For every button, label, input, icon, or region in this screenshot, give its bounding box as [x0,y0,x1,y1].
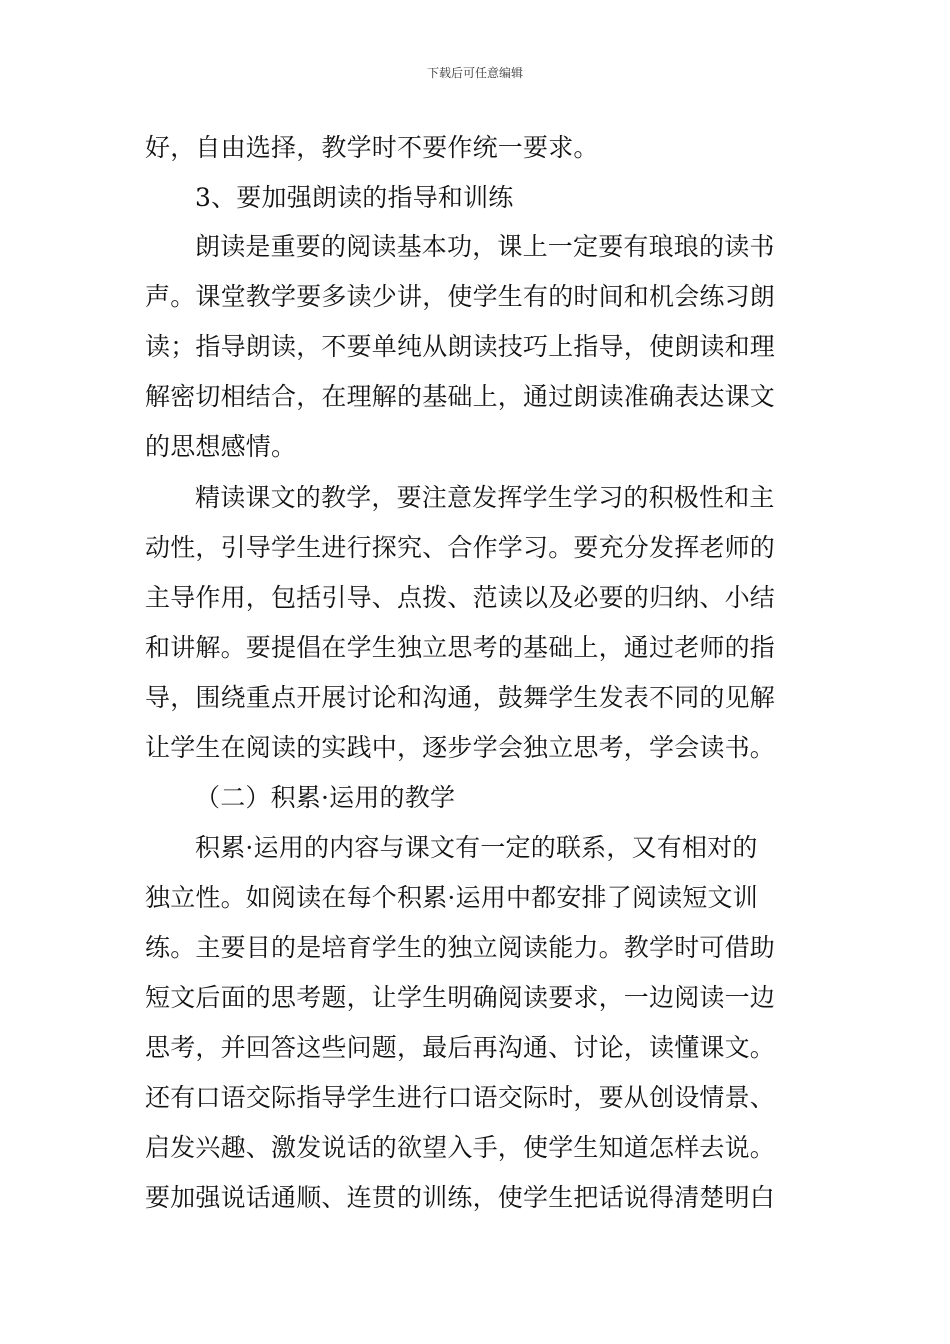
text-line-17: 练。主要目的是培育学生的独立阅读能力。教学时可借助 [145,933,776,962]
text-line-19: 思考，并回答这些问题，最后再沟通、讨论，读懂课文。 [145,1033,776,1062]
text-line-14: （二）积累·运用的教学 [195,783,456,812]
text-line-6: 解密切相结合，在理解的基础上，通过朗读准确表达课文 [145,382,776,411]
text-line-4: 声。课堂教学要多读少讲，使学生有的时间和机会练习朗 [145,282,776,311]
text-line-10: 主导作用，包括引导、点拨、范读以及必要的归纳、小结 [145,583,776,612]
text-line-2: 3、要加强朗读的指导和训练 [195,183,514,212]
text-line-13: 让学生在阅读的实践中，逐步学会独立思考，学会读书。 [145,733,776,762]
text-line-1: 好，自由选择，教学时不要作统一要求。 [145,133,599,162]
text-line-15: 积累·运用的内容与课文有一定的联系，又有相对的 [195,833,758,862]
page-header: 下载后可任意编辑 [426,66,523,80]
text-line-16: 独立性。如阅读在每个积累·运用中都安排了阅读短文训 [145,883,758,912]
text-line-3: 朗读是重要的阅读基本功，课上一定要有琅琅的读书 [195,232,775,261]
text-line-9: 动性，引导学生进行探究、合作学习。要充分发挥老师的 [145,533,776,562]
text-line-11: 和讲解。要提倡在学生独立思考的基础上，通过老师的指 [145,633,776,662]
text-line-20: 还有口语交际指导学生进行口语交际时，要从创设情景、 [145,1083,776,1112]
text-line-21: 启发兴趣、激发说话的欲望入手，使学生知道怎样去说。 [145,1133,776,1162]
text-line-8: 精读课文的教学，要注意发挥学生学习的积极性和主 [195,483,775,512]
text-line-7: 的思想感情。 [145,432,297,461]
text-line-18: 短文后面的思考题，让学生明确阅读要求，一边阅读一边 [145,983,776,1012]
text-line-22: 要加强说话通顺、连贯的训练，使学生把话说得清楚明白 [145,1183,776,1212]
text-line-12: 导，围绕重点开展讨论和沟通，鼓舞学生发表不同的见解 [145,683,776,712]
text-line-5: 读；指导朗读，不要单纯从朗读技巧上指导，使朗读和理 [145,332,776,361]
